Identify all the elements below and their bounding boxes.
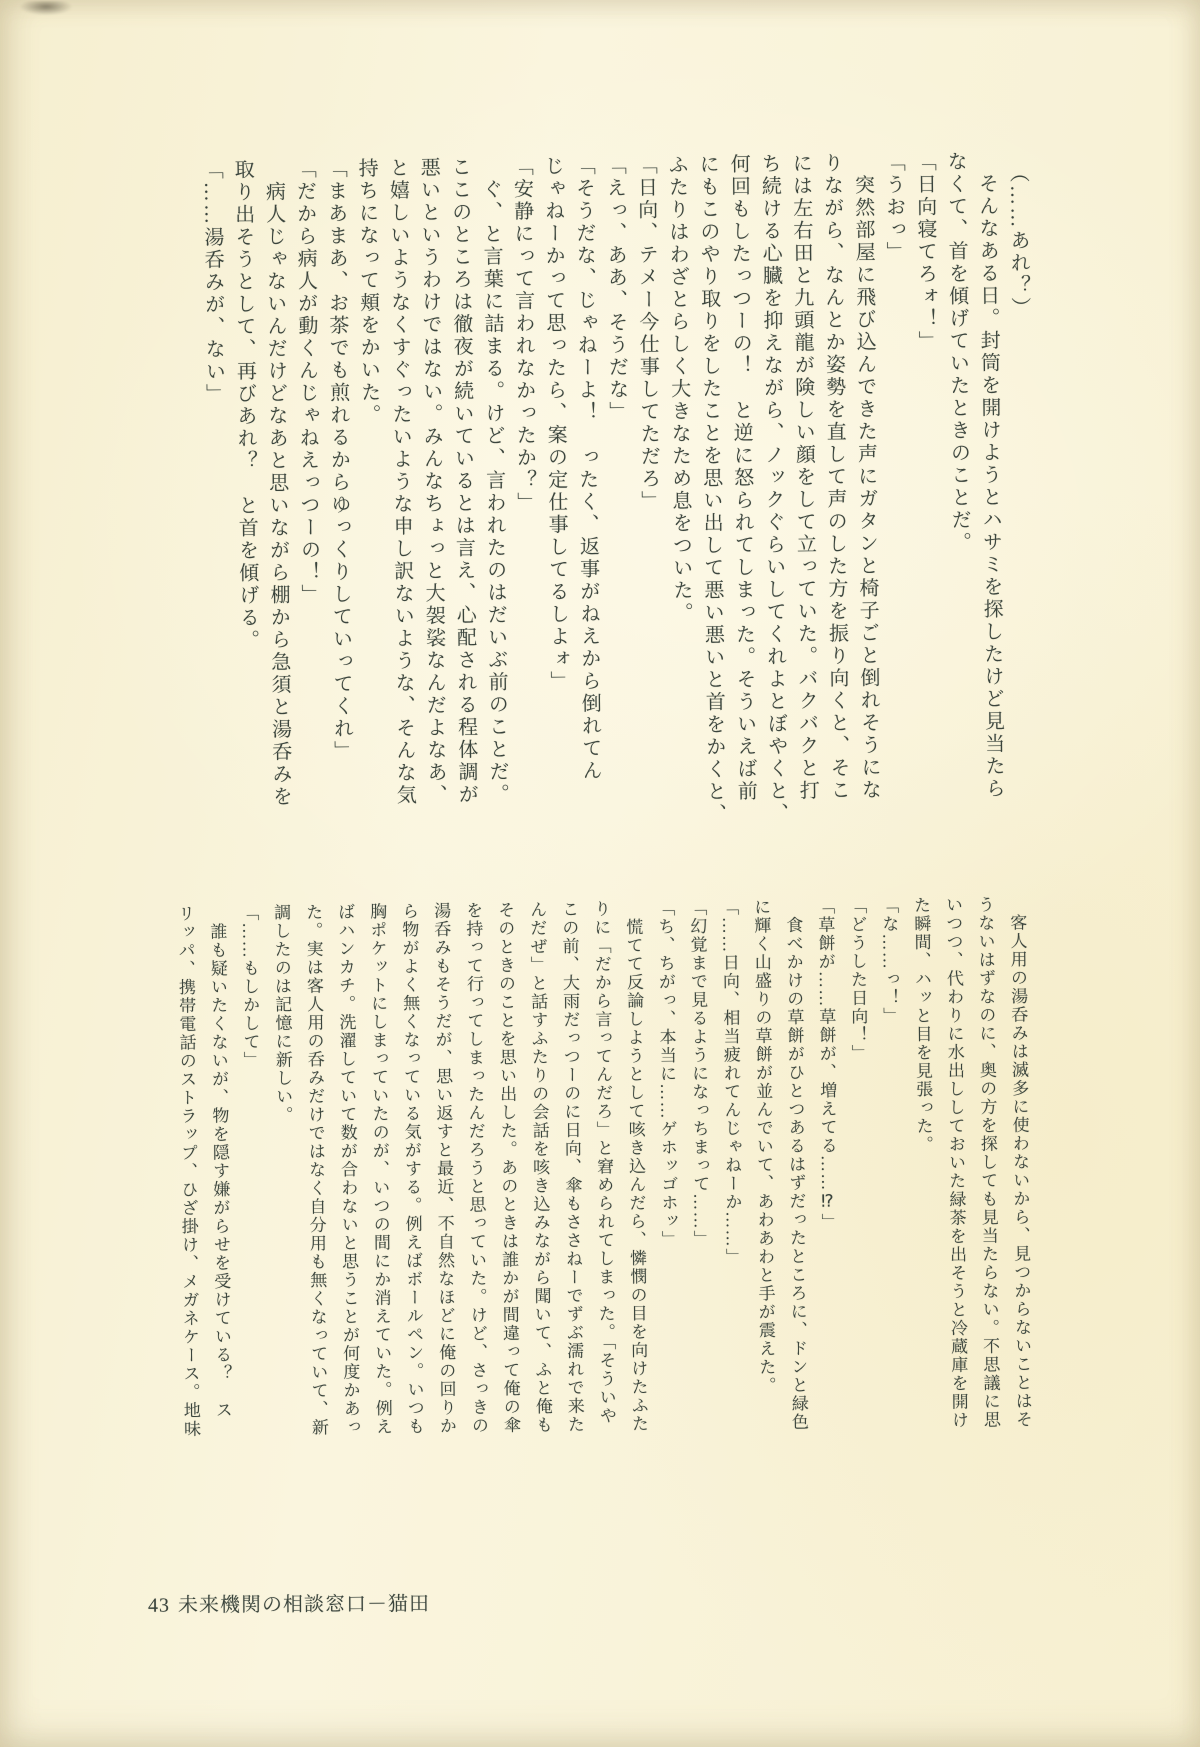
text-line: 客人用の湯呑みは滅多に使わないから、見つからないことはそ [1007,895,1033,1429]
text-line: 「日向、テメー今仕事してただろ」 [634,154,661,513]
text-line: りに「だから言ってんだろ」と窘められてしまった。「そういや [591,899,616,1426]
text-line: んだぜ」と話すふたりの会話を咳き込みながら聞いて、ふと俺も [527,900,553,1435]
text-line: と嬉しいようなくすぐったいような申し訳ないような、そんな気 [386,157,416,807]
text-line: ち続ける心臓を抑えながら、ノックぐらいしてくれよとぼやくと、 [758,152,788,826]
text-line: 「そうだな、じゃねーよ！ ったく、返事がねえから倒れてん [572,154,602,783]
text-line: 「……もしかして」 [239,903,260,1070]
text-line: た。実は客人用の呑みだけではなく自分用も無くなっていて、新 [303,903,329,1437]
text-line: 「どうした日向！」 [847,896,868,1063]
text-line: 取り出そうとして、再びあれ？ と首を傾げる。 [231,158,259,652]
text-line: 慌てて反論しようとして咳き込んだら、憐憫の目を向けたふた [623,899,649,1434]
text-line: 「……日向、相当疲れてんじゃねーか……」 [719,898,743,1267]
text-line: 「幻覚まで見るようになっちまって……」 [687,898,710,1249]
story-block-top [195,150,1039,826]
text-line: この前、大雨だっつーのに日向、傘もささねーでずぶ濡れで来た [559,900,585,1434]
page-number: 43 [147,1594,171,1617]
text-line: なくて、首を傾げていたときのことだ。 [944,150,971,555]
text-line: ふたりはわざとらしく大きなため息をついた。 [665,153,693,625]
story-title: 未来機関の相談窓口－猫田 [177,1593,431,1617]
text-line: ら物がよく無くなっている気がする。例えばボールペン。いつも [399,901,425,1436]
text-line: 「だから病人が動くんじゃねえっつーの！」 [293,158,321,607]
text-line: 調したのは記憶に新しい。 [271,903,293,1125]
text-line: 「うおっ」 [882,151,906,264]
text-line: 病人じゃないんだけどなあと思いながら棚から急須と湯呑みを [262,158,292,809]
text-line: を持って行ってしまったんだろうと思っていた。けど、さっきの [463,901,489,1436]
text-line: 誰も疑いたくないが、物を隠す嫌がらせを受けている？ ス [207,904,232,1420]
story-block-bottom [168,895,1038,1438]
text-line: 「えっ、ああ、そうだな」 [603,154,629,424]
page-footer [148,1587,430,1617]
text-line: （……あれ？） [1006,150,1030,320]
text-line: 胸ポケットにしまっていたのが、いつの間にか消えていた。例え [367,902,393,1437]
text-line: 何回もしたっつーの！ と逆に怒られてしまった。そういえば前 [727,153,757,804]
text-line: ばハンカチ。洗濯していて数が合わないと思うことが何度かあっ [335,902,361,1437]
text-line: にもこのやり取りをしたことを思い出して悪い悪いと首をかくと、 [696,153,726,826]
text-line: 「まあまあ、お茶でも煎れるからゆっくりしていってくれ」 [324,157,353,763]
text-line: 湯呑みもそうだが、思い返すと最近、不自然なほどに俺の回りか [431,901,457,1436]
text-line: 「草餅が……草餅が、増えてる……⁉」 [815,897,838,1232]
text-line: そんなある日。封筒を開けようとハサミを探したけど見当たら [975,150,1005,801]
text-line: 「な……っ！」 [879,896,900,1026]
text-line: 「日向寝てろォ！」 [913,151,938,353]
text-line: 突然部屋に飛び込んできた声にガタンと椅子ごと倒れそうにな [851,151,881,802]
text-line: 悪いというわけではない。みんなちょっと大袈裟なんだよなあ、 [417,156,447,807]
text-line: た瞬間、ハッと目を見張った。 [911,896,933,1154]
text-line: りながら、なんとか姿勢を直して声のした方を振り向くと、そこ [820,152,850,802]
text-line: 「ち、ちがっ、本当に……ゲホッゴホッ」 [655,899,678,1249]
text-line: に輝く山盛りの草餅が並んでいて、あわあわと手が震えた。 [751,897,776,1395]
text-line: 「……湯呑みが、ない」 [200,159,225,406]
text-line: には左右田と九頭龍が険しい顔をして立っていた。バクバクと打 [789,152,819,803]
text-line: ここのところは徹夜が続いているとは言え、心配される程体調が [448,156,478,807]
text-line: いつつ、代わりに水出ししておいた緑茶を出そうと冷蔵庫を開け [943,895,969,1430]
text-line: リッパ、携帯電話のストラップ、ひざ掛け、メガネケース。地味 [175,904,201,1439]
text-line: ぐ、と言葉に詰まる。けど、言われたのはだいぶ前のことだ。 [479,156,509,806]
text-line: 「安静にって言われなかったか？」 [510,155,537,515]
text-line: そのときのことを思い出した。あのときは誰かが間違って俺の傘 [495,900,521,1435]
text-line: じゃねーかって思ったら、案の定仕事してるしよォ」 [541,155,570,694]
text-line: 食べかけの草餅がひとつあるはずだったところに、ドンと緑色 [783,897,809,1432]
text-line: 持ちになって頬をかいた。 [355,157,381,427]
text-line: うないはずなのに、奥の方を探しても見当たらない。不思議に思 [975,895,1001,1430]
scan-smudge [20,1,72,15]
